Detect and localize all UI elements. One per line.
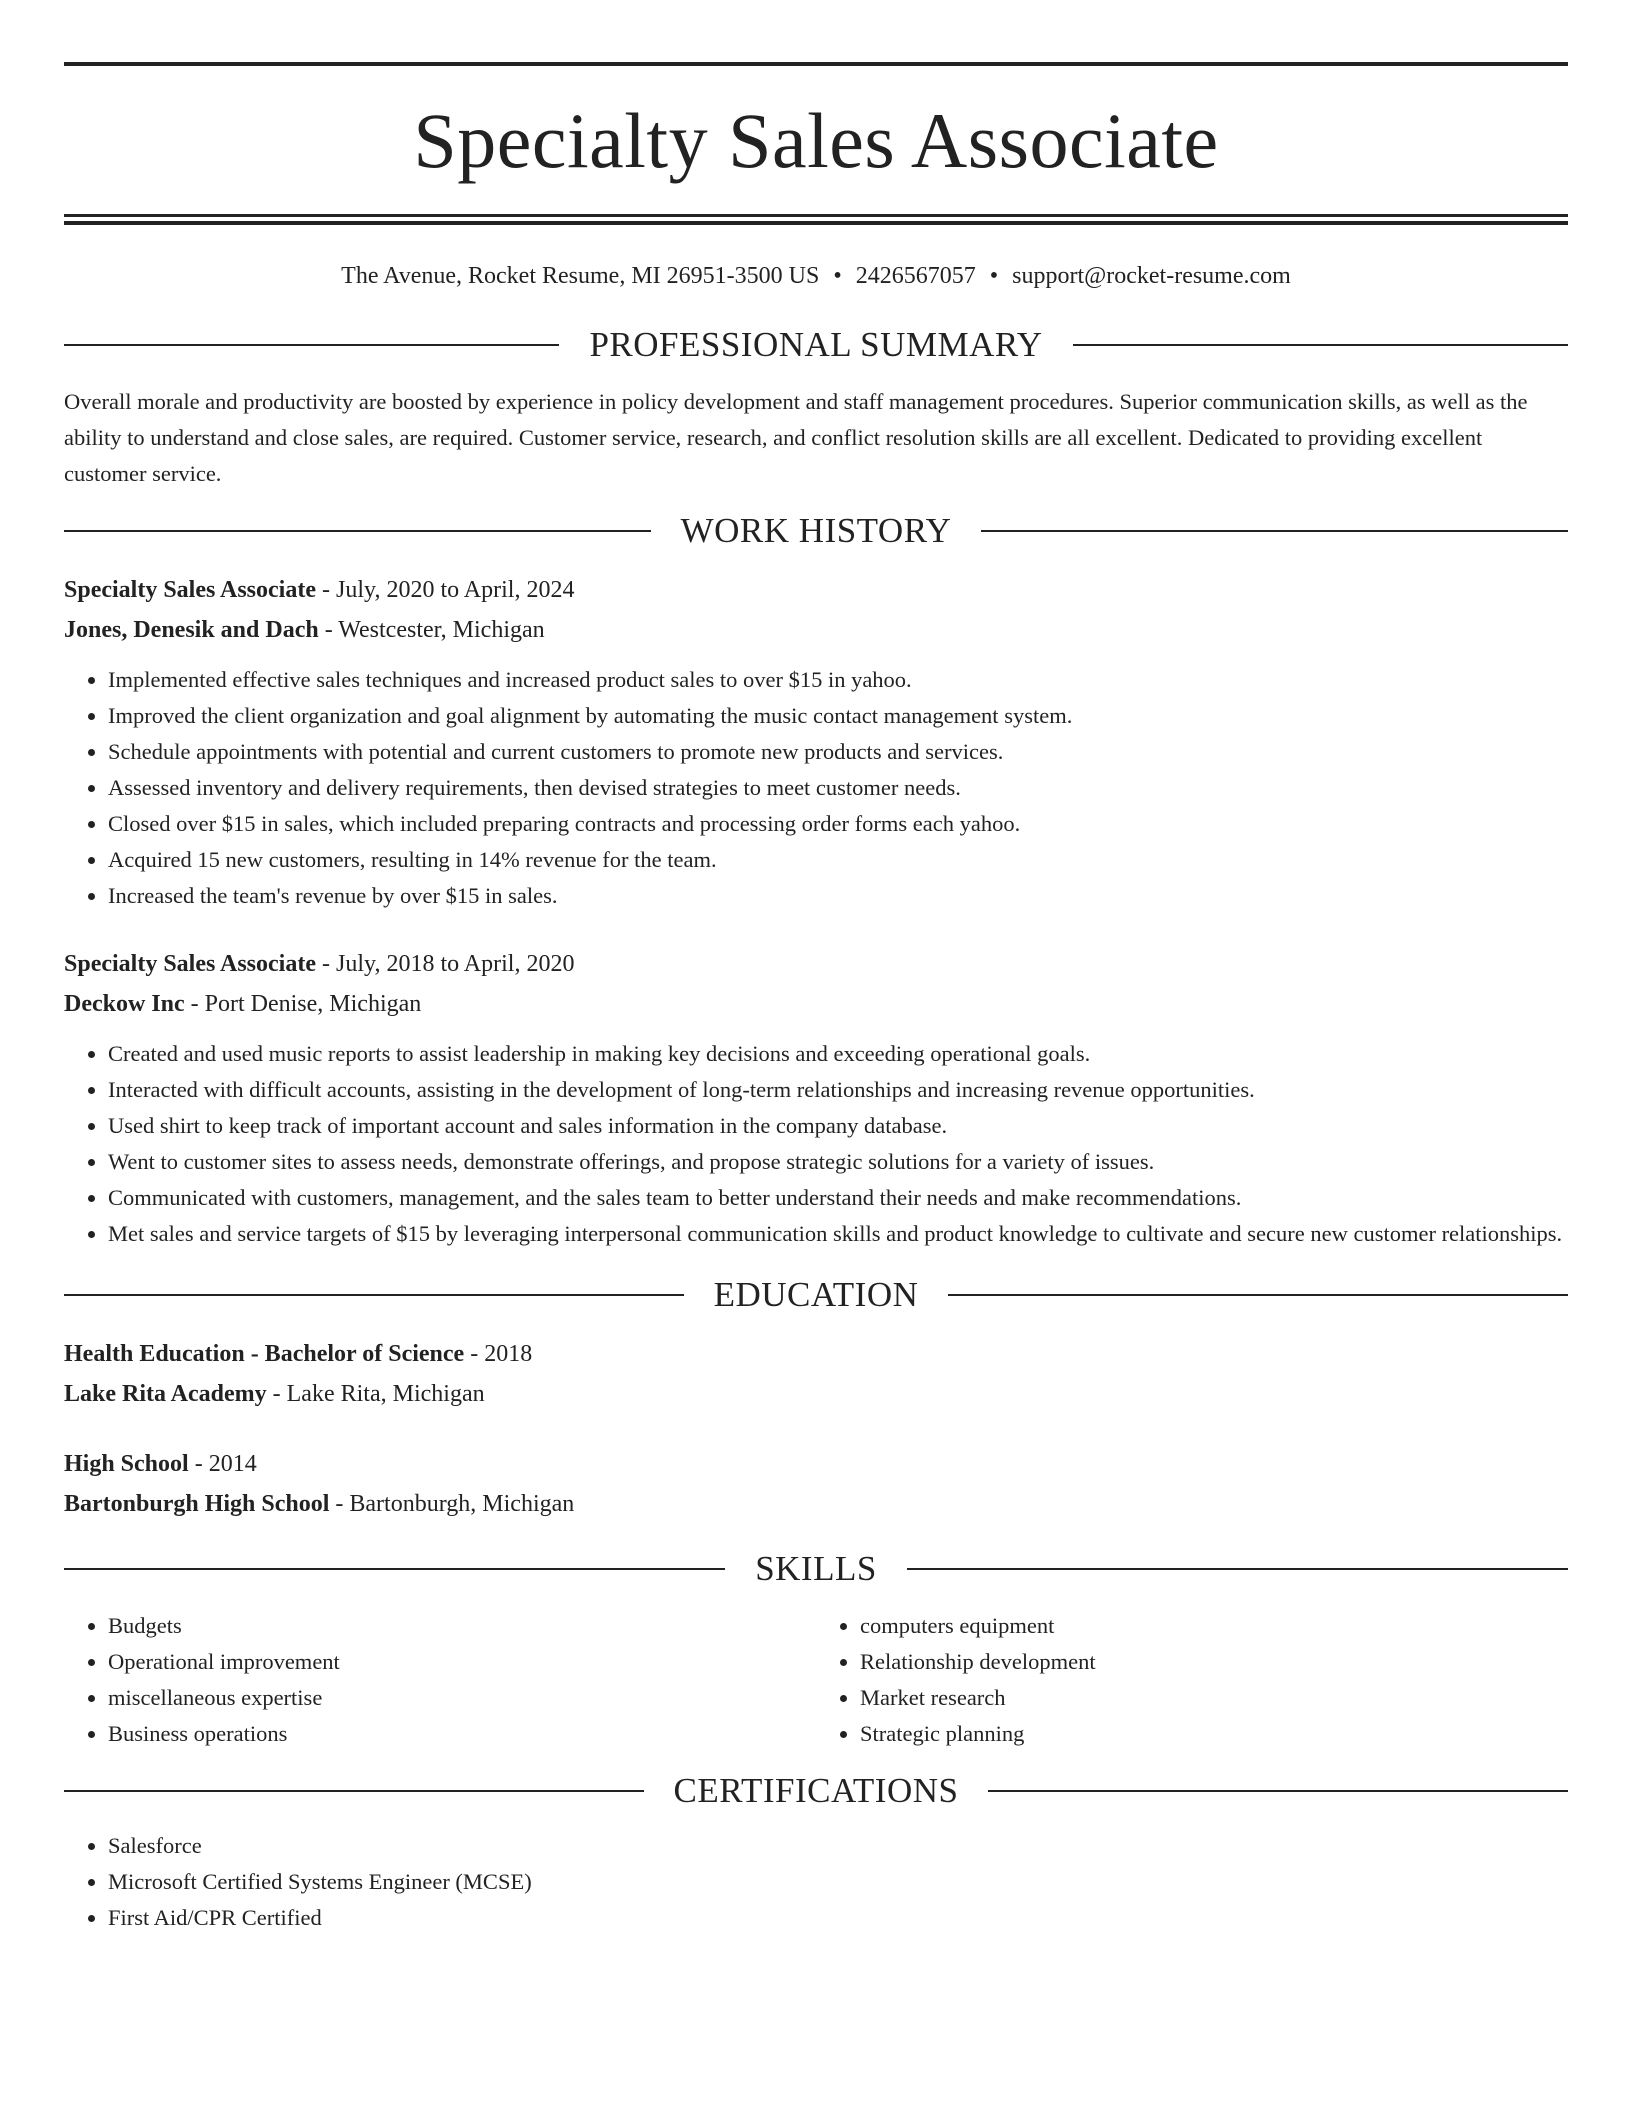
job-location: - Westcester, Michigan (318, 617, 545, 643)
job-bullet: • Used shirt to keep track of important account and sales information in the company database. (108, 1108, 1568, 1144)
skill-item: • Operational improvement (108, 1644, 816, 1680)
education-year: - 2014 (188, 1451, 257, 1477)
skills-list-right (816, 1608, 1568, 1752)
job-bullet: • Improved the client organization and goal alignment by automating the music contact management system. (108, 698, 1568, 734)
job-bullets (64, 1036, 1568, 1252)
contact-line (64, 263, 1568, 290)
section-rule-right (981, 530, 1568, 532)
contact-email: support@rocket-resume.com (1012, 263, 1291, 289)
education-school-line (64, 1484, 1568, 1524)
section-rule-left (64, 530, 651, 532)
section-rule-left (64, 344, 559, 346)
section-header-summary (64, 320, 1568, 370)
education-list (64, 1334, 1568, 1524)
job-bullet: • Met sales and service targets of $15 by leveraging interpersonal communication skills and product knowledge to cultivate and secure new customer relationships. (108, 1216, 1568, 1252)
job-bullet: • Created and used music reports to assist leadership in making key decisions and exceeding operational goals. (108, 1036, 1568, 1072)
section-header-certifications (64, 1766, 1568, 1816)
contact-separator: • (833, 263, 842, 289)
section-title-summary: PROFESSIONAL SUMMARY (589, 325, 1043, 364)
job-bullet: • Assessed inventory and delivery requirements, then devised strategies to meet customer needs. (108, 770, 1568, 806)
education-location: - Bartonburgh, Michigan (329, 1491, 575, 1517)
skill-item: • miscellaneous expertise (108, 1680, 816, 1716)
education-degree: Health Education - Bachelor of Science (64, 1341, 465, 1367)
section-rule-left (64, 1790, 644, 1792)
job-bullet: • Communicated with customers, management, and the sales team to better understand their needs and make recommendations. (108, 1180, 1568, 1216)
section-header-education (64, 1270, 1568, 1320)
job-bullet: • Implemented effective sales techniques and increased product sales to over $15 in yahoo. (108, 662, 1568, 698)
job-bullet: • Schedule appointments with potential and current customers to promote new products and services. (108, 734, 1568, 770)
contact-address: The Avenue, Rocket Resume, MI 26951-3500 US (341, 263, 820, 289)
education-degree: High School (64, 1451, 189, 1477)
job-bullet: • Closed over $15 in sales, which included preparing contracts and processing order forms each yahoo. (108, 806, 1568, 842)
contact-phone: 2426567057 (855, 263, 976, 289)
summary-text: Overall morale and productivity are boosted by experience in policy development and staff management procedures. Superior communication skills, as well as the ability to understand and close sales, are required. Customer service, research, and conflict resolution skills are all excellent. Dedicated to providing excellent customer service. (64, 389, 1528, 486)
job-bullet: • Interacted with difficult accounts, assisting in the development of long-term relationships and increasing revenue opportunities. (108, 1072, 1568, 1108)
job-entry (64, 570, 1568, 914)
education-degree-line (64, 1334, 1568, 1374)
title-double-rule (64, 214, 1568, 225)
skills-list-left (64, 1608, 816, 1752)
skill-item: • Business operations (108, 1716, 816, 1752)
job-bullet: • Acquired 15 new customers, resulting in 14% revenue for the team. (108, 842, 1568, 878)
job-title-line (64, 570, 1568, 610)
work-history-list (64, 570, 1568, 1252)
job-company: Deckow Inc (64, 991, 185, 1017)
education-year: - 2018 (464, 1341, 533, 1367)
contact-separator: • (989, 263, 999, 289)
job-bullet: • Increased the team's revenue by over $15 in sales. (108, 878, 1568, 914)
resume-title: Specialty Sales Associate (413, 97, 1219, 184)
section-rule-left (64, 1568, 725, 1570)
section-rule-right (907, 1568, 1568, 1570)
certification-item: • Microsoft Certified Systems Engineer (MCSE) (108, 1864, 1568, 1900)
job-title-line (64, 944, 1568, 984)
section-title-education: EDUCATION (713, 1275, 919, 1314)
skill-item: • Market research (860, 1680, 1568, 1716)
section-title-skills: SKILLS (755, 1549, 877, 1588)
skill-item: • Budgets (108, 1608, 816, 1644)
job-company-line (64, 984, 1568, 1024)
section-title-certifications: CERTIFICATIONS (673, 1771, 959, 1810)
education-school: Bartonburgh High School (64, 1491, 330, 1517)
skill-item: • Strategic planning (860, 1716, 1568, 1752)
skill-item: • computers equipment (860, 1608, 1568, 1644)
skills-columns (64, 1600, 1568, 1752)
certifications-list (64, 1828, 1568, 1936)
job-title: Specialty Sales Associate (64, 951, 316, 977)
education-entry (64, 1444, 1568, 1524)
certification-item: • First Aid/CPR Certified (108, 1900, 1568, 1936)
section-header-skills (64, 1544, 1568, 1594)
job-company-line (64, 610, 1568, 650)
education-degree-line (64, 1444, 1568, 1484)
education-entry (64, 1334, 1568, 1414)
section-rule-left (64, 1294, 684, 1296)
certification-item: • Salesforce (108, 1828, 1568, 1864)
education-school-line (64, 1374, 1568, 1414)
job-title: Specialty Sales Associate (64, 577, 316, 603)
section-rule-right (1073, 344, 1568, 346)
job-dates: - July, 2018 to April, 2020 (316, 951, 575, 977)
job-bullet: • Went to customer sites to assess needs, demonstrate offerings, and propose strategic solutions for a variety of issues. (108, 1144, 1568, 1180)
job-company: Jones, Denesik and Dach (64, 617, 319, 643)
section-rule-right (948, 1294, 1568, 1296)
job-bullets (64, 662, 1568, 914)
education-location: - Lake Rita, Michigan (266, 1381, 485, 1407)
section-title-work: WORK HISTORY (680, 511, 952, 550)
section-rule-right (988, 1790, 1568, 1792)
job-dates: - July, 2020 to April, 2024 (316, 577, 575, 603)
job-entry (64, 944, 1568, 1252)
skill-item: • Relationship development (860, 1644, 1568, 1680)
job-location: - Port Denise, Michigan (184, 991, 422, 1017)
section-header-work (64, 506, 1568, 556)
education-school: Lake Rita Academy (64, 1381, 267, 1407)
